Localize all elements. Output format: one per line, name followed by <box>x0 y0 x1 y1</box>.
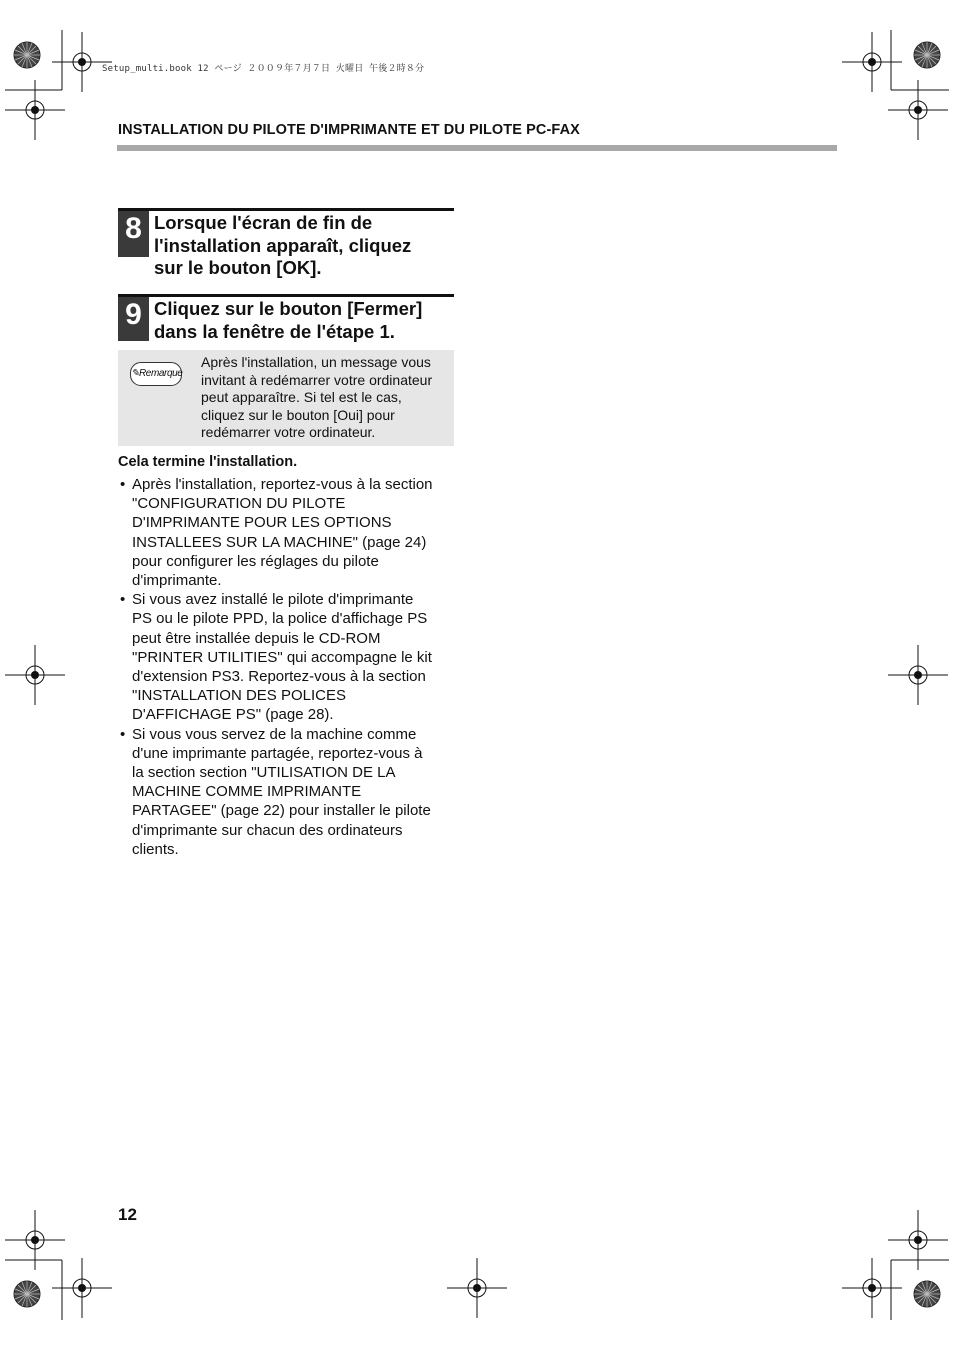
reg-mark-bottom-left <box>52 1258 112 1318</box>
note-line: cliquez sur le bouton [Oui] pour <box>201 406 395 423</box>
list-line: pour configurer les réglages du pilote <box>132 552 379 570</box>
list-line: d'imprimante. <box>132 572 222 590</box>
printer-meta-line: Setup_multi.book 12 ページ ２００９年７月７日 火曜日 午後２時８分 <box>102 64 425 74</box>
bullet-icon: • <box>120 725 126 743</box>
list-line: "CONFIGURATION DU PILOTE <box>132 495 346 513</box>
list-line: clients. <box>132 840 179 858</box>
list-line: INSTALLEES SUR LA MACHINE" (page 24) <box>132 533 427 551</box>
list-line: d'une imprimante partagée, reportez-vous à <box>132 744 423 762</box>
page-number: 12 <box>118 1205 137 1224</box>
list-line: "INSTALLATION DES POLICES <box>132 687 346 705</box>
list-line: "PRINTER UTILITIES" qui accompagne le kit <box>132 648 432 666</box>
step-line: Cliquez sur le bouton [Fermer] <box>154 298 423 319</box>
note-badge-label: Remarque <box>138 368 183 379</box>
list-line: PARTAGEE" (page 22) pour installer le pilote <box>132 802 431 820</box>
note-line: invitant à redémarrer votre ordinateur <box>201 371 433 388</box>
step-number-badge: 8 <box>118 211 149 257</box>
list-line: d'extension PS3. Reportez-vous à la section <box>132 668 426 686</box>
list-line: Après l'installation, reportez-vous à la section <box>132 476 433 493</box>
reg-mark-bottom-right <box>842 1258 902 1318</box>
bullet-icon: • <box>120 591 126 609</box>
list-line: D'IMPRIMANTE POUR LES OPTIONS <box>132 514 392 532</box>
star-mark-bottom-left <box>14 1281 40 1307</box>
reg-mark-bottom-center <box>447 1258 507 1318</box>
note-line: redémarrer votre ordinateur. <box>201 424 376 441</box>
list-line: la section section "UTILISATION DE LA <box>132 764 396 782</box>
star-mark-top-right <box>914 42 940 68</box>
completion-heading: Cela termine l'installation. <box>118 454 298 470</box>
list-line: MACHINE COMME IMPRIMANTE <box>132 783 362 801</box>
list-line: D'AFFICHAGE PS" (page 28). <box>132 706 334 724</box>
list-line: d'imprimante sur chacun des ordinateurs <box>132 821 403 839</box>
list-item <box>118 590 458 724</box>
list-line: Si vous vous servez de la machine comme <box>132 725 417 743</box>
step-number-badge: 9 <box>118 297 149 341</box>
step-9 <box>118 294 454 347</box>
bullet-icon: • <box>120 476 126 493</box>
list-line: PS ou le pilote PPD, la police d'affichage PS <box>132 610 428 628</box>
reg-mark-right-middle <box>888 645 948 705</box>
note-box <box>118 350 454 446</box>
bullet-list <box>118 475 458 859</box>
step-line: sur le bouton [OK]. <box>154 257 322 278</box>
page-header-title: INSTALLATION DU PILOTE D'IMPRIMANTE ET DU PILOTE PC-FAX <box>118 122 580 138</box>
step-instruction <box>154 298 422 343</box>
list-line: peut être installée depuis le CD-ROM <box>132 629 381 647</box>
step-line: Lorsque l'écran de fin de <box>154 212 373 233</box>
list-line: Si vous avez installé le pilote d'imprimante <box>132 591 414 609</box>
list-item <box>118 475 458 590</box>
list-item <box>118 725 458 859</box>
reg-mark-right-lower <box>888 1210 948 1270</box>
header-rule <box>117 145 837 151</box>
note-line: Après l'installation, un message vous <box>201 354 431 370</box>
pencil-icon: ✎ <box>131 368 139 379</box>
reg-mark-left-upper <box>5 80 65 140</box>
step-instruction <box>154 212 411 280</box>
reg-mark-right-upper <box>888 80 948 140</box>
reg-mark-left-lower <box>5 1210 65 1270</box>
step-line: l'installation apparaît, cliquez <box>154 234 412 256</box>
step-line: dans la fenêtre de l'étape 1. <box>154 320 395 342</box>
star-mark-bottom-right <box>914 1281 940 1307</box>
note-text <box>201 354 449 442</box>
step-8 <box>118 208 454 283</box>
note-line: peut apparaître. Si tel est le cas, <box>201 389 402 406</box>
star-mark-top-left <box>14 42 40 68</box>
reg-mark-left-middle <box>5 645 65 705</box>
note-badge <box>130 362 182 386</box>
reg-mark-top-right <box>842 32 902 92</box>
